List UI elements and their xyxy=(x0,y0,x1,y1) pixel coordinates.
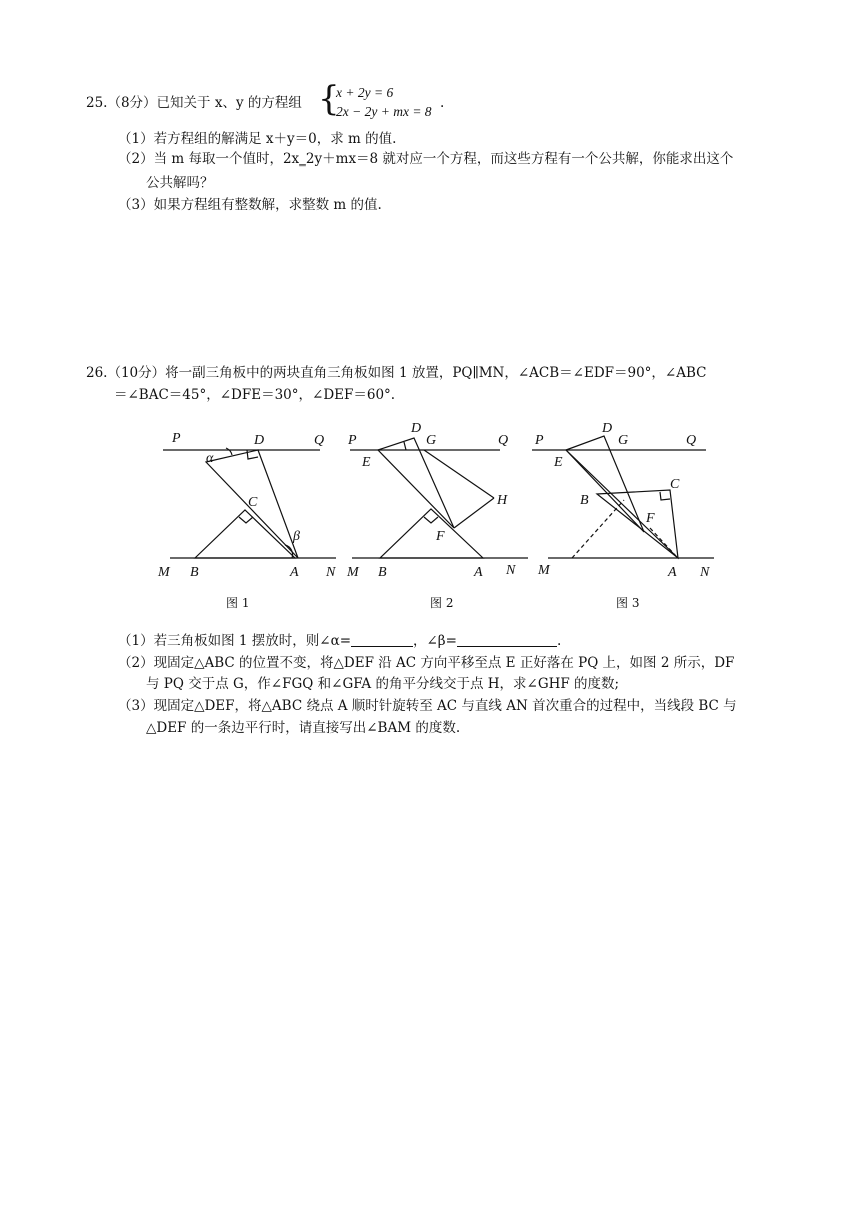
fig3-label-b: B xyxy=(580,493,589,508)
fig2-label-n: N xyxy=(506,563,516,578)
dashed-1 xyxy=(572,500,624,558)
fig3-label-e: E xyxy=(554,455,563,470)
right-angle-d-2 xyxy=(404,442,406,450)
right-angle-c xyxy=(239,517,253,523)
bisector-gh xyxy=(424,450,494,498)
fig3-label-g: G xyxy=(618,433,629,448)
fig1-label-n: N xyxy=(326,565,336,580)
bisector-fh xyxy=(454,498,494,528)
fig1-label-a: A xyxy=(290,565,299,580)
fig2-label-h: H xyxy=(497,493,508,508)
q26-part1-prefix: （1）若三角板如图 1 摆放时，则∠α= xyxy=(118,633,351,649)
q26-part1-end: . xyxy=(556,633,562,649)
triangle-abc-2 xyxy=(380,509,483,558)
answer-blank-alpha[interactable] xyxy=(351,632,413,647)
right-angle-c-3 xyxy=(660,492,670,500)
caption-fig3: 图 3 xyxy=(616,596,640,610)
fig3-label-c: C xyxy=(670,477,680,492)
fig2-label-e: E xyxy=(362,455,371,470)
fig2-label-b: B xyxy=(378,565,387,580)
q25-stem xyxy=(86,94,302,112)
right-angle-c-2 xyxy=(424,517,438,523)
fig2-label-q: Q xyxy=(498,433,509,448)
q26-line2: ＝∠BAC＝45°，∠DFE＝30°，∠DEF＝60°. xyxy=(114,387,396,403)
fig2-label-p: P xyxy=(348,433,357,448)
fig1-label-c: C xyxy=(248,495,258,510)
figure-3-labels xyxy=(534,421,710,580)
fig1-label-b: B xyxy=(190,565,199,580)
triangle-abc xyxy=(195,510,295,558)
fig1-label-m: M xyxy=(158,565,170,580)
q26-part2a: （2）现固定△ABC 的位置不变，将△DEF 沿 AC 方向平移至点 E 正好落在 PQ 上，如图 2 所示，DF xyxy=(118,655,735,671)
caption-fig2: 图 2 xyxy=(430,596,454,610)
fig3-label-m: M xyxy=(538,563,550,578)
fig3-label-p: P xyxy=(535,433,544,448)
triangle-abc-3 xyxy=(597,490,678,558)
fig2-label-a: A xyxy=(474,565,483,580)
q26-part3b: △DEF 的一条边平行时，请直接写出∠BAM 的度数. xyxy=(146,720,461,736)
fig1-label-alpha: α xyxy=(206,451,214,466)
fig2-label-d: D xyxy=(411,421,422,436)
q25-part1: （1）若方程组的解满足 x＋y＝0，求 m 的值. xyxy=(118,131,397,147)
q26-part1-mid: ，∠β= xyxy=(413,633,457,649)
q25-part2b: 公共解吗？ xyxy=(146,175,214,191)
q25-suffix: . xyxy=(440,95,445,111)
caption-fig1: 图 1 xyxy=(226,596,250,610)
q26-line1: 26.（10分）将一副三角板中的两块直角三角板如图 1 放置，PQ∥MN，∠ACB＝∠EDF＝90°，∠ABC xyxy=(86,365,707,381)
q26-part1 xyxy=(118,632,561,650)
alpha-arc xyxy=(226,448,232,455)
fig2-label-g: G xyxy=(426,433,437,448)
equation-2: 2x − 2y + mx = 8 xyxy=(336,104,432,119)
q25-part2a: （2）当 m 每取一个值时，2x‗2y＋mx＝8 就对应一个方程，而这些方程有一个公共解，你能求出这个 xyxy=(118,151,734,167)
fig1-label-p: P xyxy=(172,431,181,446)
fig2-label-m: M xyxy=(347,565,359,580)
fig3-label-q: Q xyxy=(686,433,697,448)
equation-1: x + 2y = 6 xyxy=(336,85,394,100)
fig1-label-q: Q xyxy=(314,433,325,448)
fig1-label-beta: β xyxy=(293,529,300,544)
q25-part3: （3）如果方程组有整数解，求整数 m 的值. xyxy=(118,197,382,213)
fig3-label-a: A xyxy=(668,565,677,580)
fig3-label-f: F xyxy=(646,511,655,526)
q26-part3a: （3）现固定△DEF，将△ABC 绕点 A 顺时针旋转至 AC 与直线 AN 首次重合的过程中，当线段 BC 与 xyxy=(118,698,737,714)
triangle-def-2 xyxy=(378,438,454,528)
fig2-label-f: F xyxy=(436,529,445,544)
answer-blank-beta[interactable] xyxy=(457,632,557,647)
q25-prefix: 25.（8分）已知关于 x、y 的方程组 xyxy=(86,95,302,111)
fig3-label-d: D xyxy=(602,421,613,436)
figures xyxy=(0,410,860,610)
fig1-label-d: D xyxy=(254,433,265,448)
system-brace: { xyxy=(318,79,340,119)
fig3-label-n: N xyxy=(700,565,710,580)
q26-part2b: 与 PQ 交于点 G，作∠FGQ 和∠GFA 的角平分线交于点 H，求∠GHF 的度数; xyxy=(146,676,620,692)
